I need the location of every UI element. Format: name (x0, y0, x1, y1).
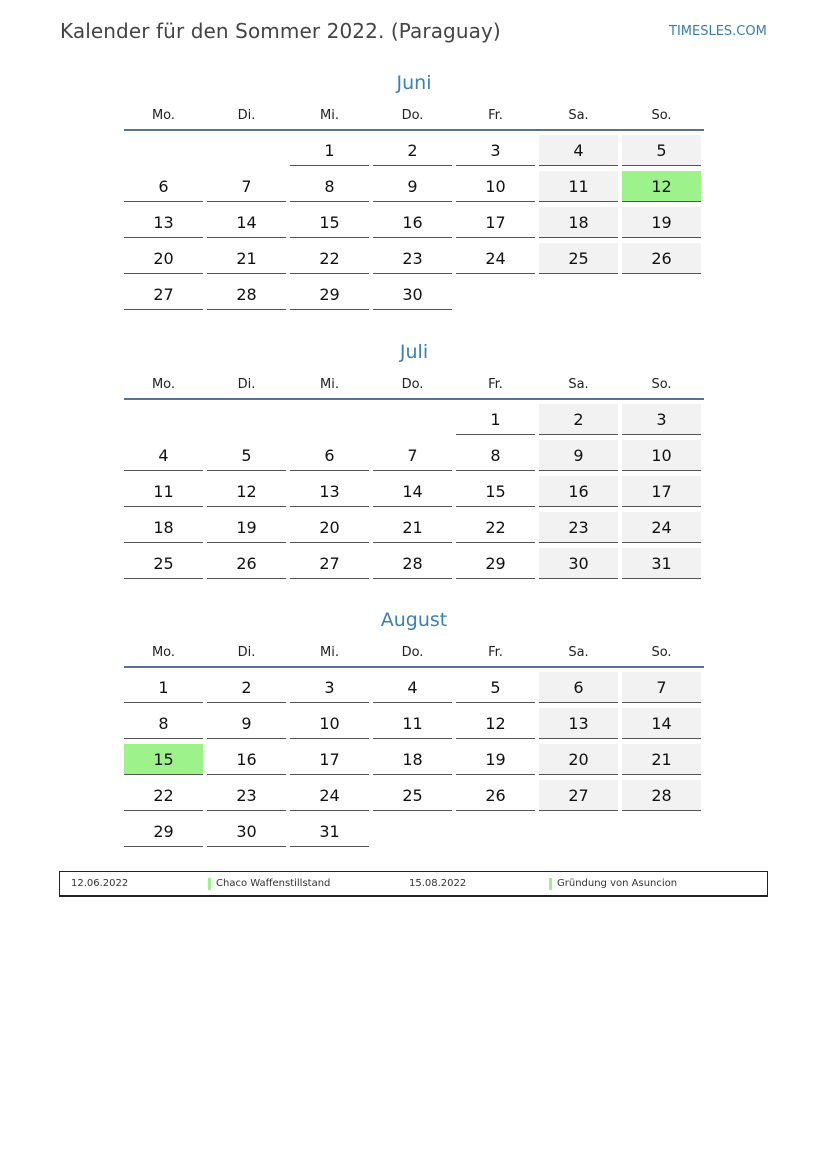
day-cell: 8 (124, 708, 203, 739)
weekday-label: So. (651, 644, 672, 660)
month-name: August (380, 609, 448, 631)
day-cell: 30 (207, 816, 286, 847)
legend-date: 12.06.2022 (71, 878, 129, 889)
day-cell: 20 (124, 243, 203, 274)
month-grid (124, 131, 704, 315)
site-link[interactable]: TIMESLES.COM (669, 24, 767, 39)
legend-holiday-name: Gründung von Asuncion (557, 878, 678, 889)
day-cell: 22 (124, 780, 203, 811)
day-cell: 12 (456, 708, 535, 739)
day-cell: 20 (539, 744, 618, 775)
day-cell: 11 (124, 476, 203, 507)
day-cell: 28 (622, 780, 701, 811)
day-cell: 23 (373, 243, 452, 274)
empty-day-cell (373, 816, 452, 847)
day-cell: 6 (539, 672, 618, 703)
month-name: Juni (396, 72, 432, 94)
empty-day-cell (456, 279, 535, 310)
day-cell: 9 (373, 171, 452, 202)
weekday-label: Do. (401, 376, 424, 392)
day-cell: 5 (456, 672, 535, 703)
month-july (124, 338, 704, 584)
day-cell: 22 (290, 243, 369, 274)
day-cell: 7 (373, 440, 452, 471)
day-cell: 4 (539, 135, 618, 166)
month-august (124, 606, 704, 852)
week-row (124, 548, 704, 584)
day-cell: 2 (539, 404, 618, 435)
day-cell: 12 (207, 476, 286, 507)
weekday-label: Sa. (568, 644, 589, 660)
weekday-label: Di. (237, 376, 256, 392)
day-cell: 1 (456, 404, 535, 435)
day-cell: 15 (456, 476, 535, 507)
day-cell: 11 (373, 708, 452, 739)
weekday-label: Mo. (151, 376, 176, 392)
day-cell: 2 (373, 135, 452, 166)
day-cell: 17 (456, 207, 535, 238)
weekday-label: Di. (237, 107, 256, 123)
empty-day-cell (456, 816, 535, 847)
day-cell: 26 (207, 548, 286, 579)
day-cell: 17 (290, 744, 369, 775)
day-cell: 30 (373, 279, 452, 310)
day-cell: 21 (207, 243, 286, 274)
day-cell: 8 (456, 440, 535, 471)
weekday-label: So. (651, 376, 672, 392)
holiday-legend (59, 871, 768, 897)
day-cell: 9 (207, 708, 286, 739)
weekday-label: Do. (401, 107, 424, 123)
month-grid (124, 668, 704, 852)
day-cell: 15 (290, 207, 369, 238)
day-cell: 5 (207, 440, 286, 471)
day-cell: 19 (456, 744, 535, 775)
day-cell: 24 (622, 512, 701, 543)
empty-day-cell (622, 279, 701, 310)
day-cell: 7 (622, 672, 701, 703)
day-cell: 1 (290, 135, 369, 166)
day-cell: 4 (373, 672, 452, 703)
week-row (124, 243, 704, 279)
weekday-label: Fr. (488, 644, 503, 660)
day-cell: 19 (207, 512, 286, 543)
day-cell: 20 (290, 512, 369, 543)
empty-day-cell (373, 404, 452, 435)
day-cell: 25 (124, 548, 203, 579)
day-cell: 13 (124, 207, 203, 238)
day-cell: 2 (207, 672, 286, 703)
day-cell: 16 (207, 744, 286, 775)
day-cell: 1 (124, 672, 203, 703)
month-name: Juli (399, 341, 429, 363)
day-cell: 9 (539, 440, 618, 471)
week-row (124, 207, 704, 243)
holiday-day-cell: 12 (622, 171, 701, 202)
day-cell: 28 (373, 548, 452, 579)
day-cell: 14 (622, 708, 701, 739)
weekday-label: Mi. (320, 644, 339, 660)
weekday-label: Do. (401, 644, 424, 660)
day-cell: 26 (622, 243, 701, 274)
day-cell: 29 (124, 816, 203, 847)
day-cell: 18 (124, 512, 203, 543)
day-cell: 21 (622, 744, 701, 775)
day-cell: 31 (622, 548, 701, 579)
month-june (124, 69, 704, 315)
holiday-day-cell: 15 (124, 744, 203, 775)
empty-day-cell (622, 816, 701, 847)
legend-marker (208, 878, 211, 890)
day-cell: 14 (373, 476, 452, 507)
day-cell: 13 (539, 708, 618, 739)
empty-day-cell (207, 135, 286, 166)
weekday-label: Di. (237, 644, 256, 660)
day-cell: 21 (373, 512, 452, 543)
day-cell: 8 (290, 171, 369, 202)
weekday-label: So. (651, 107, 672, 123)
empty-day-cell (207, 404, 286, 435)
day-cell: 22 (456, 512, 535, 543)
day-cell: 14 (207, 207, 286, 238)
weekday-label: Mo. (151, 644, 176, 660)
day-cell: 27 (290, 548, 369, 579)
week-row (124, 744, 704, 780)
day-cell: 6 (290, 440, 369, 471)
empty-day-cell (539, 279, 618, 310)
day-cell: 13 (290, 476, 369, 507)
weekday-label: Fr. (488, 376, 503, 392)
day-cell: 19 (622, 207, 701, 238)
day-cell: 6 (124, 171, 203, 202)
empty-day-cell (539, 816, 618, 847)
day-cell: 27 (124, 279, 203, 310)
day-cell: 27 (539, 780, 618, 811)
weekday-header (124, 634, 704, 668)
weekday-label: Mi. (320, 376, 339, 392)
day-cell: 10 (290, 708, 369, 739)
day-cell: 18 (539, 207, 618, 238)
day-cell: 10 (456, 171, 535, 202)
day-cell: 29 (290, 279, 369, 310)
weekday-label: Sa. (568, 376, 589, 392)
day-cell: 28 (207, 279, 286, 310)
day-cell: 17 (622, 476, 701, 507)
day-cell: 31 (290, 816, 369, 847)
day-cell: 25 (373, 780, 452, 811)
weekday-header (124, 366, 704, 400)
day-cell: 4 (124, 440, 203, 471)
day-cell: 7 (207, 171, 286, 202)
week-row (124, 708, 704, 744)
week-row (124, 279, 704, 315)
legend-date: 15.08.2022 (409, 878, 467, 889)
empty-day-cell (290, 404, 369, 435)
week-row (124, 816, 704, 852)
day-cell: 25 (539, 243, 618, 274)
month-grid (124, 400, 704, 584)
day-cell: 23 (539, 512, 618, 543)
day-cell: 16 (373, 207, 452, 238)
day-cell: 5 (622, 135, 701, 166)
day-cell: 23 (207, 780, 286, 811)
day-cell: 30 (539, 548, 618, 579)
page-title: Kalender für den Sommer 2022. (Paraguay) (60, 19, 501, 43)
weekday-label: Mi. (320, 107, 339, 123)
day-cell: 26 (456, 780, 535, 811)
weekday-label: Mo. (151, 107, 176, 123)
week-row (124, 476, 704, 512)
empty-day-cell (124, 135, 203, 166)
weekday-label: Fr. (488, 107, 503, 123)
day-cell: 29 (456, 548, 535, 579)
empty-day-cell (124, 404, 203, 435)
week-row (124, 672, 704, 708)
day-cell: 11 (539, 171, 618, 202)
week-row (124, 404, 704, 440)
week-row (124, 171, 704, 207)
weekday-header (124, 97, 704, 131)
day-cell: 3 (456, 135, 535, 166)
week-row (124, 440, 704, 476)
day-cell: 16 (539, 476, 618, 507)
week-row (124, 512, 704, 548)
weekday-label: Sa. (568, 107, 589, 123)
day-cell: 24 (290, 780, 369, 811)
week-row (124, 135, 704, 171)
legend-holiday-name: Chaco Waffenstillstand (216, 878, 331, 889)
legend-marker (549, 878, 552, 890)
day-cell: 24 (456, 243, 535, 274)
week-row (124, 780, 704, 816)
day-cell: 3 (622, 404, 701, 435)
day-cell: 3 (290, 672, 369, 703)
day-cell: 18 (373, 744, 452, 775)
day-cell: 10 (622, 440, 701, 471)
